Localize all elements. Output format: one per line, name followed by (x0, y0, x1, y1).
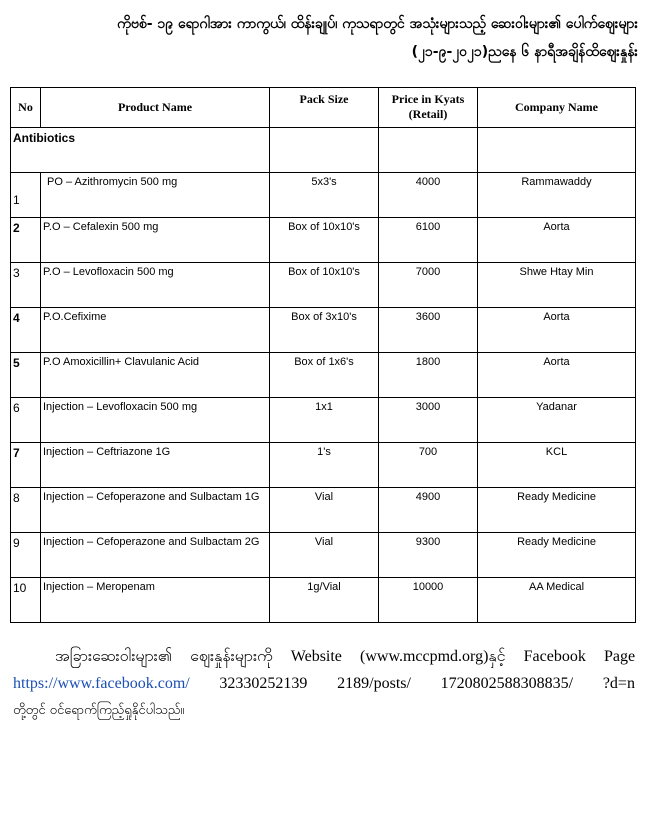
price: 10000 (379, 578, 478, 623)
company-name: Shwe Htay Min (478, 263, 636, 308)
pack-size: 1's (270, 443, 379, 488)
row-number: 3 (11, 263, 41, 308)
product-name: P.O Amoxicillin+ Clavulanic Acid (41, 353, 270, 398)
price: 3600 (379, 308, 478, 353)
company-name: Aorta (478, 308, 636, 353)
company-name: Ready Medicine (478, 488, 636, 533)
price: 3000 (379, 398, 478, 443)
price: 700 (379, 443, 478, 488)
header-product-name: Product Name (41, 88, 270, 128)
table-body (11, 128, 636, 623)
category-empty-cell (270, 128, 379, 173)
footer-word: ဈေးနှုန်းများကို (190, 648, 273, 665)
footer-url-part: 1720802588308835/ (440, 675, 574, 692)
category-empty-cell (478, 128, 636, 173)
row-number: 1 (11, 173, 41, 218)
page-subtitle-date: (၂၁-၉-၂၀၂၁)ညနေ ၆ နာရီအချိန်ထိဈေးနှုန်း (411, 44, 638, 60)
header-pack-size: Pack Size (270, 88, 379, 128)
facebook-link[interactable]: https://www.facebook.com/ (13, 675, 190, 692)
price: 4900 (379, 488, 478, 533)
row-number: 5 (11, 353, 41, 398)
price: 4000 (379, 173, 478, 218)
pack-size: Box of 10x10's (270, 218, 379, 263)
footer-line-2 (13, 670, 635, 697)
footer-word: အခြားဆေးဝါးများ၏ (55, 648, 172, 665)
price-table (10, 87, 636, 623)
row-number: 10 (11, 578, 41, 623)
row-number: 9 (11, 533, 41, 578)
footer-word: (www.mccpmd.org)နှင့် (360, 648, 506, 665)
category-row (11, 128, 636, 173)
row-number: 6 (11, 398, 41, 443)
table-row (11, 173, 636, 218)
footer-word: Facebook (523, 648, 586, 665)
header-price (379, 88, 478, 128)
footer-url-part: ?d=n (602, 675, 635, 692)
product-name: Injection – Ceftriazone 1G (41, 443, 270, 488)
pack-size: Box of 10x10's (270, 263, 379, 308)
table-row (11, 398, 636, 443)
pack-size: Vial (270, 488, 379, 533)
table-row (11, 533, 636, 578)
table-row (11, 578, 636, 623)
company-name: Ready Medicine (478, 533, 636, 578)
pack-size: 5x3's (270, 173, 379, 218)
footer-word: Website (290, 648, 342, 665)
header-company-name: Company Name (478, 88, 636, 128)
product-name: Injection – Meropenam (41, 578, 270, 623)
company-name: Aorta (478, 218, 636, 263)
product-name: P.O – Levofloxacin 500 mg (41, 263, 270, 308)
pack-size: 1g/Vial (270, 578, 379, 623)
row-number: 7 (11, 443, 41, 488)
company-name: Yadanar (478, 398, 636, 443)
pack-size: Box of 1x6's (270, 353, 379, 398)
table-header-row (11, 88, 636, 128)
category-empty-cell (379, 128, 478, 173)
pack-size: Box of 3x10's (270, 308, 379, 353)
footer-url-part: 32330252139 (219, 675, 308, 692)
company-name: KCL (478, 443, 636, 488)
price: 7000 (379, 263, 478, 308)
footer-url-part: 2189/posts/ (337, 675, 411, 692)
header-price-line2: (Retail) (408, 107, 448, 121)
product-name: P.O – Cefalexin 500 mg (41, 218, 270, 263)
row-number: 4 (11, 308, 41, 353)
price: 9300 (379, 533, 478, 578)
product-name: Injection – Cefoperazone and Sulbactam 1G (41, 488, 270, 533)
company-name: Aorta (478, 353, 636, 398)
price: 6100 (379, 218, 478, 263)
footer-word: Page (603, 648, 636, 665)
pack-size: Vial (270, 533, 379, 578)
header-no: No (11, 88, 41, 128)
company-name: Rammawaddy (478, 173, 636, 218)
pack-size: 1x1 (270, 398, 379, 443)
product-name: PO – Azithromycin 500 mg (41, 173, 270, 218)
table-row (11, 443, 636, 488)
table-row (11, 488, 636, 533)
table-row (11, 218, 636, 263)
category-label: Antibiotics (11, 128, 270, 173)
row-number: 8 (11, 488, 41, 533)
product-name: P.O.Cefixime (41, 308, 270, 353)
product-name: Injection – Levofloxacin 500 mg (41, 398, 270, 443)
page-title: ကိုဗစ်- ၁၉ ရောဂါအား ကာကွယ်၊ ထိန်းချုပ်၊ ကုသရာတွင် အသုံးများသည့် ဆေးဝါးများ၏ ပေါက်ဈေးများ (117, 16, 638, 32)
header-price-line1: Price in Kyats (391, 92, 465, 106)
table-row (11, 308, 636, 353)
price: 1800 (379, 353, 478, 398)
product-name: Injection – Cefoperazone and Sulbactam 2G (41, 533, 270, 578)
company-name: AA Medical (478, 578, 636, 623)
footer-line-3: တို့တွင် ဝင်ရောက်ကြည့်ရှုနိုင်ပါသည်။ (13, 703, 185, 718)
table-row (11, 263, 636, 308)
row-number: 2 (11, 218, 41, 263)
table-row (11, 353, 636, 398)
footer-line-1 (13, 643, 635, 670)
